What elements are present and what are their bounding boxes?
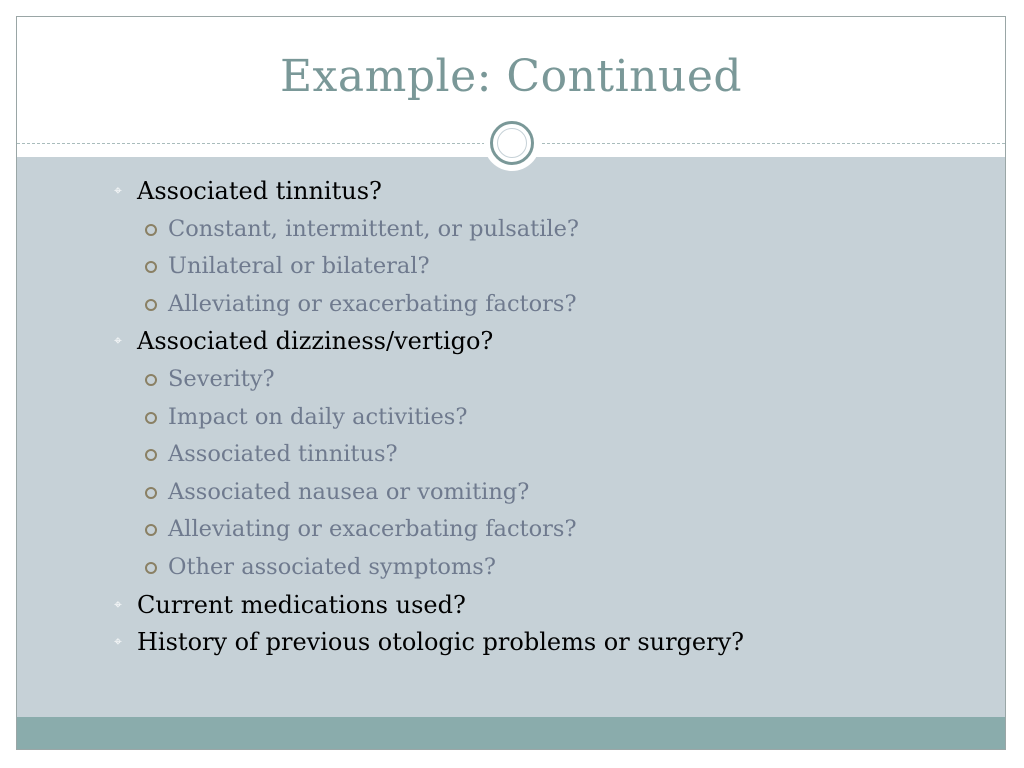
sub-bullet-item [112,436,744,474]
bullet-star-icon: ⌖ [114,596,122,613]
bullet-text: Unilateral or bilateral? [168,253,430,280]
sub-bullet-item [112,248,744,286]
bullet-circle-icon [145,299,157,311]
sub-bullet-item [112,511,744,549]
slide [16,16,1006,750]
bullet-star-icon: ⌖ [114,183,122,199]
footer-band [17,717,1005,750]
sub-bullet-item [112,286,744,324]
bullet-circle-icon [145,224,157,236]
bullet-circle-icon [145,412,157,424]
circle-ornament-icon [484,115,540,171]
bullet-list [112,173,744,662]
bullet-text: Impact on daily activities? [168,403,468,430]
bullet-text: Associated nausea or vomiting? [168,478,530,505]
bullet-text: Current medications used? [137,590,466,619]
ornament-ring [490,121,534,165]
sub-bullet-item [112,361,744,399]
bullet-circle-icon [145,487,157,499]
bullet-circle-icon [145,449,157,461]
bullet-circle-icon [145,374,157,386]
bullet-text: Alleviating or exacerbating factors? [168,290,577,317]
slide-title: Example: Continued [279,51,743,102]
bullet-star-icon: ⌖ [114,333,122,350]
bullet-text: Constant, intermittent, or pulsatile? [168,215,579,242]
bullet-star-icon: ⌖ [114,634,122,651]
bullet-item [112,587,744,625]
bullet-item [112,323,744,361]
sub-bullet-item [112,211,744,249]
bullet-text: Associated tinnitus? [137,177,382,205]
bullet-text: History of previous otologic problems or surgery? [137,628,745,657]
sub-bullet-item [112,549,744,587]
bullet-circle-icon [145,562,157,574]
bullet-text: Other associated symptoms? [168,553,496,580]
bullet-text: Associated dizziness/vertigo? [137,327,494,356]
sub-bullet-item [112,474,744,512]
sub-bullet-item [112,399,744,437]
bullet-circle-icon [145,261,157,273]
bullet-text: Severity? [168,365,275,392]
bullet-item [112,624,744,662]
bullet-circle-icon [145,524,157,536]
bullet-item [112,173,744,211]
bullet-text: Associated tinnitus? [168,441,398,468]
bullet-text: Alleviating or exacerbating factors? [168,516,577,543]
